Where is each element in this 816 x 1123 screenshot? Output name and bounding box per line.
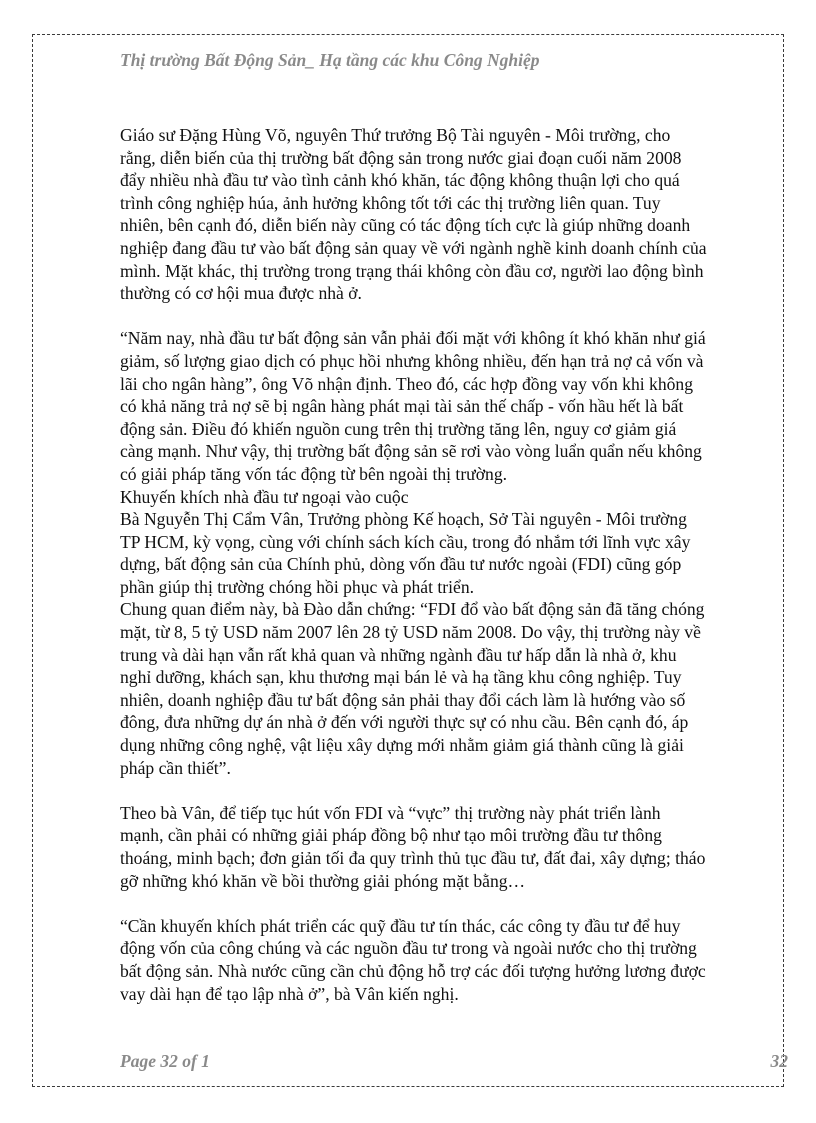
footer-page-label: Page 32 of 1 xyxy=(120,1051,210,1071)
text-line: có giải pháp tăng vốn tác động từ bên ngoài thị trường. xyxy=(120,463,508,484)
text-line: dựng, bất động sản của Chính phủ, dòng vốn đầu tư nước ngoài (FDI) cũng góp xyxy=(120,554,682,575)
text-line: rằng, diễn biến của thị trường bất động sản trong nước giai đoạn cuối năm 2008 xyxy=(120,147,682,168)
text-line: nhiên, doanh nghiệp đầu tư bất động sản phải thay đổi cách làm là hướng vào số xyxy=(120,689,686,710)
text-line: gỡ những khó khăn về bồi thường giải phóng mặt bằng… xyxy=(120,870,526,891)
text-line: nhiên, bên cạnh đó, diễn biến này cũng có tác động tích cực là giúp những doanh xyxy=(120,215,691,236)
text-line: đông, đưa những dự án nhà ở đến với người thực sự có nhu cầu. Bên cạnh đó, áp xyxy=(120,712,689,733)
paragraph xyxy=(120,124,750,305)
text-line: “Cần khuyến khích phát triển các quỹ đầu tư tín thác, các công ty đầu tư để huy xyxy=(120,915,681,936)
text-line: có khả năng trả nợ sẽ bị ngân hàng phát mại tài sản thế chấp - vốn hầu hết là bất xyxy=(120,396,684,417)
paragraph xyxy=(120,508,750,598)
text-line: Bà Nguyễn Thị Cẩm Vân, Trưởng phòng Kế hoạch, Sở Tài nguyên - Môi trường xyxy=(120,509,687,530)
text-line: Theo bà Vân, để tiếp tục hút vốn FDI và “vực” thị trường này phát triển lành xyxy=(120,802,661,823)
section-heading xyxy=(120,486,750,509)
text-line: càng mạnh. Như vậy, thị trường bất động sản sẽ rơi vào vòng luẩn quẩn nếu không xyxy=(120,441,702,462)
text-line: thường có cơ hội mua được nhà ở. xyxy=(120,283,362,304)
text-line: mạnh, cần phải có những giải pháp đồng bộ như tạo môi trường đầu tư thông xyxy=(120,825,662,846)
text-line: Khuyến khích nhà đầu tư ngoại vào cuộc xyxy=(120,486,409,507)
text-line: mặt, từ 8, 5 tỷ USD năm 2007 lên 28 tỷ USD năm 2008. Do vậy, thị trường này về xyxy=(120,622,701,643)
paragraph xyxy=(120,327,750,485)
text-line: Chung quan điểm này, bà Đào dẫn chứng: “FDI đổ vào bất động sản đã tăng chóng xyxy=(120,599,705,620)
paragraph xyxy=(120,598,750,779)
text-line: trung và dài hạn vẫn rất khả quan và những ngành đầu tư hấp dẫn là nhà ở, khu xyxy=(120,644,677,665)
text-line: giảm, số lượng giao dịch có phục hồi nhưng không nhiều, đến hạn trả nợ cả vốn và xyxy=(120,350,704,371)
text-line: trình công nghiệp húa, ảnh hưởng không tốt tới các thị trường liên quan. Tuy xyxy=(120,192,661,213)
text-line: đẩy nhiều nhà đầu tư vào tình cảnh khó khăn, tác động không thuận lợi cho quá xyxy=(120,170,680,191)
text-line: nghỉ dưỡng, khách sạn, khu thương mại bán lẻ và hạ tầng khu công nghiệp. Tuy xyxy=(120,667,682,688)
text-line: nghiệp đang đầu tư vào bất động sản quay về với ngành nghề kinh doanh chính của xyxy=(120,237,707,258)
paragraph-gap xyxy=(120,305,750,328)
paragraph-gap xyxy=(120,779,750,802)
article-body xyxy=(120,124,750,1005)
text-line: Giáo sư Đặng Hùng Võ, nguyên Thứ trưởng Bộ Tài nguyên - Môi trường, cho xyxy=(120,125,671,145)
text-line: vay dài hạn để tạo lập nhà ở”, bà Vân kiến nghị. xyxy=(120,983,459,1004)
text-line: mình. Mặt khác, thị trường trong trạng thái không còn đầu cơ, người lao động bình xyxy=(120,260,704,281)
paragraph-gap xyxy=(120,892,750,915)
text-line: TP HCM, kỳ vọng, cùng với chính sách kích cầu, trong đó nhắm tới lĩnh vực xây xyxy=(120,531,691,552)
header-title: Thị trường Bất Động Sản_ Hạ tầng các khu Công Nghiệp xyxy=(120,50,540,70)
footer-page-number: 32 xyxy=(770,1051,788,1071)
text-line: lãi cho ngân hàng”, ông Võ nhận định. Theo đó, các hợp đồng vay vốn khi không xyxy=(120,373,694,394)
text-line: “Năm nay, nhà đầu tư bất động sản vẫn phải đối mặt với không ít khó khăn như giá xyxy=(120,328,706,349)
text-line: thoáng, minh bạch; đơn giản tối đa quy trình thủ tục đầu tư, đất đai, xây dựng; tháo xyxy=(120,848,706,868)
text-line: bất động sản. Nhà nước cũng cần chủ động hỗ trợ các đối tượng hưởng lương được xyxy=(120,960,706,981)
text-line: pháp cần thiết”. xyxy=(120,757,231,778)
text-line: động vốn của công chúng và các nguồn đầu tư trong và ngoài nước cho thị trường xyxy=(120,938,697,959)
paragraph xyxy=(120,802,750,892)
text-line: phần giúp thị trường chóng hồi phục và phát triển. xyxy=(120,576,475,597)
paragraph xyxy=(120,915,750,1005)
text-line: động sản. Điều đó khiến nguồn cung trên thị trường tăng lên, nguy cơ giảm giá xyxy=(120,418,677,439)
text-line: dụng những công nghệ, vật liệu xây dựng mới nhằm giảm giá thành cũng là giải xyxy=(120,735,684,756)
